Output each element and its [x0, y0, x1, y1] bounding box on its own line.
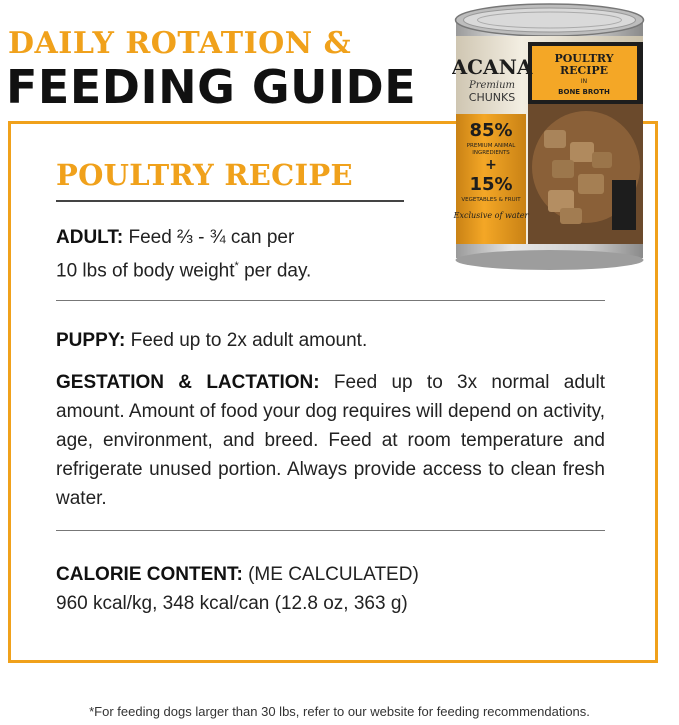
- puppy-section: [56, 326, 605, 355]
- puppy-text: Feed up to 2x adult amount.: [130, 330, 368, 351]
- divider: [56, 530, 605, 531]
- adult-line1: Feed ⅔ - ¾ can per: [128, 227, 295, 248]
- footnote: *For feeding dogs larger than 30 lbs, refer to our website for feeding recommendations.: [89, 704, 590, 719]
- calorie-label-suffix: (ME CALCULATED): [248, 564, 419, 585]
- adult-label: ADULT:: [56, 227, 124, 248]
- adult-line2-end: per day.: [238, 260, 312, 282]
- can-plus: +: [485, 157, 497, 173]
- can-sub2: CHUNKS: [468, 91, 516, 104]
- puppy-label: PUPPY:: [56, 330, 126, 351]
- header-subtitle: DAILY ROTATION &: [8, 26, 352, 61]
- can-pct2: 15%: [469, 174, 513, 195]
- can-recipe-in: IN: [580, 78, 588, 85]
- can-sub1: Premium: [468, 80, 516, 91]
- can-recipe2: RECIPE: [559, 64, 609, 77]
- page-title: FEEDING GUIDE: [6, 60, 417, 114]
- can-recipe1: POULTRY: [554, 52, 614, 65]
- adult-asterisk: *: [234, 260, 239, 272]
- can-recipe3: BONE BROTH: [558, 88, 610, 96]
- gestation-text: Feed up to 3x normal adult amount. Amount of food your dog requires will depend on activity, age, environment, and breed. Feed at room temperature and refrigerate unused portion. Always provide access to clean fresh water.: [56, 372, 605, 509]
- calorie-section: [56, 560, 605, 618]
- gestation-label: GESTATION & LACTATION:: [56, 372, 320, 393]
- title-underline: [56, 200, 404, 202]
- can-pct1: 85%: [469, 120, 513, 141]
- can-brand: ACANA: [452, 55, 533, 79]
- divider: [56, 300, 605, 301]
- can-exclusive: Exclusive of water: [453, 211, 529, 220]
- recipe-title: POULTRY RECIPE: [56, 158, 353, 192]
- adult-line2: 10 lbs of body weight: [56, 260, 235, 282]
- gestation-section: [56, 368, 605, 513]
- can-pct1-text1: PREMIUM ANIMAL: [466, 143, 516, 149]
- can-pct2-text: VEGETABLES & FRUIT: [461, 197, 521, 203]
- can-pct1-text2: INGREDIENTS: [472, 150, 510, 156]
- calorie-label: CALORIE CONTENT:: [56, 564, 243, 585]
- calorie-text: 960 kcal/kg, 348 kcal/can (12.8 oz, 363 g): [56, 593, 408, 614]
- adult-section: [56, 223, 605, 285]
